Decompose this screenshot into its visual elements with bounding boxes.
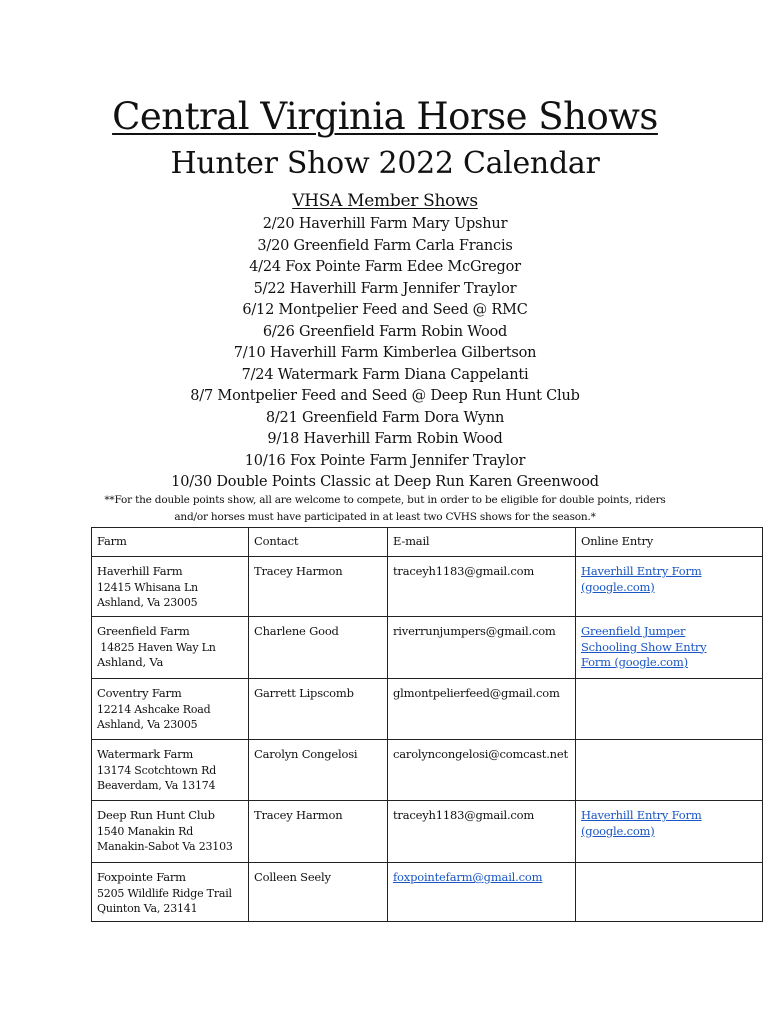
farm-name: Haverhill Farm (97, 564, 183, 578)
farm-cell (92, 557, 249, 617)
entry-form-link[interactable] (581, 624, 757, 671)
farm-address-line: Ashland, Va 23005 (97, 718, 198, 731)
column-header-email: E-mail (388, 528, 576, 557)
table-row (92, 679, 763, 740)
farm-address-line: Beaverdam, Va 13174 (97, 779, 216, 792)
farm-name: Coventry Farm (97, 686, 182, 700)
contact-cell: Charlene Good (249, 617, 388, 679)
farm-address-line: Ashland, Va 23005 (97, 596, 198, 609)
entry-link-line: Haverhill Entry Form (581, 564, 702, 578)
table-row (92, 863, 763, 922)
online-entry-cell (576, 679, 763, 740)
section-heading: VHSA Member Shows (292, 191, 478, 211)
show-item: 7/24 Watermark Farm Diana Cappelanti (241, 366, 529, 383)
footnote-line: **For the double points show, all are welcome to compete, but in order to be eligible for double points, riders (104, 494, 666, 506)
show-item: 5/22 Haverhill Farm Jennifer Traylor (253, 280, 517, 297)
farm-cell (92, 617, 249, 679)
email-cell: traceyh1183@gmail.com (388, 801, 576, 863)
farm-cell (92, 679, 249, 740)
show-item: 3/20 Greenfield Farm Carla Francis (257, 237, 513, 254)
entry-link-line: Form (google.com) (581, 655, 688, 669)
farm-address-line: Ashland, Va (97, 655, 164, 669)
page-subtitle: Hunter Show 2022 Calendar (170, 146, 600, 181)
farm-cell (92, 801, 249, 863)
farm-name: Watermark Farm (97, 747, 194, 761)
email-cell: traceyh1183@gmail.com (388, 557, 576, 617)
contact-cell: Tracey Harmon (249, 557, 388, 617)
double-points-footnote (95, 492, 675, 526)
farm-address-line: 13174 Scotchtown Rd (97, 763, 217, 777)
farm-address-line: 14825 Haven Way Ln (97, 640, 216, 654)
contact-cell: Carolyn Congelosi (249, 740, 388, 801)
farm-address-line: 5205 Wildlife Ridge Trail (97, 886, 232, 900)
farm-address-line: 1540 Manakin Rd (97, 824, 194, 838)
email-cell: glmontpelierfeed@gmail.com (388, 679, 576, 740)
show-item: 9/18 Haverhill Farm Robin Wood (267, 431, 503, 447)
farm-name: Greenfield Farm (97, 624, 190, 638)
entry-link-line: (google.com) (581, 579, 655, 594)
show-item: 2/20 Haverhill Farm Mary Upshur (262, 216, 508, 232)
show-item: 6/26 Greenfield Farm Robin Wood (262, 323, 508, 340)
show-item: 10/16 Fox Pointe Farm Jennifer Traylor (244, 452, 526, 469)
footnote-line: and/or horses must have participated in at least two CVHS shows for the season.* (174, 511, 596, 523)
table-row (92, 740, 763, 801)
show-item: 6/12 Montpelier Feed and Seed @ RMC (242, 302, 528, 318)
table-row (92, 801, 763, 863)
column-header-farm: Farm (92, 528, 249, 557)
table-row (92, 557, 763, 617)
show-item: 10/30 Double Points Classic at Deep Run Karen Greenwood (171, 474, 599, 490)
farm-address-line: Manakin-Sabot Va 23103 (97, 840, 233, 853)
farm-name: Deep Run Hunt Club (97, 808, 215, 822)
contact-cell: Colleen Seely (249, 863, 388, 922)
contact-cell: Garrett Lipscomb (249, 679, 388, 740)
online-entry-cell (576, 740, 763, 801)
page-title: Central Virginia Horse Shows (112, 95, 658, 138)
show-item: 4/24 Fox Pointe Farm Edee McGregor (249, 259, 521, 275)
email-cell: riverrunjumpers@gmail.com (388, 617, 576, 679)
farm-address-line: Quinton Va, 23141 (97, 902, 198, 915)
entry-form-link[interactable] (581, 564, 757, 595)
show-schedule-list (0, 214, 770, 494)
farm-address-line: 12214 Ashcake Road (97, 702, 211, 716)
entry-link-line: Haverhill Entry Form (581, 808, 702, 822)
table-header-row (92, 528, 763, 557)
contact-cell: Tracey Harmon (249, 801, 388, 863)
farm-contact-table (91, 527, 763, 922)
entry-form-link[interactable] (581, 808, 757, 839)
farm-cell (92, 740, 249, 801)
online-entry-cell (576, 863, 763, 922)
online-entry-cell (576, 801, 763, 863)
email-link[interactable]: foxpointefarm@gmail.com (393, 870, 543, 884)
farm-address-line: 12415 Whisana Ln (97, 580, 198, 594)
online-entry-cell (576, 617, 763, 679)
email-cell: carolyncongelosi@comcast.net (388, 740, 576, 801)
farm-cell (92, 863, 249, 922)
show-item: 7/10 Haverhill Farm Kimberlea Gilbertson (233, 345, 537, 361)
table-row (92, 617, 763, 679)
show-item: 8/7 Montpelier Feed and Seed @ Deep Run Hunt Club (190, 388, 580, 404)
farm-name: Foxpointe Farm (97, 870, 186, 884)
email-cell (388, 863, 576, 922)
column-header-online-entry: Online Entry (576, 528, 763, 557)
entry-link-line: Schooling Show Entry (581, 639, 707, 654)
column-header-contact: Contact (249, 528, 388, 557)
entry-link-line: Greenfield Jumper (581, 624, 686, 638)
online-entry-cell (576, 557, 763, 617)
entry-link-line: (google.com) (581, 823, 655, 838)
show-item: 8/21 Greenfield Farm Dora Wynn (265, 409, 505, 426)
